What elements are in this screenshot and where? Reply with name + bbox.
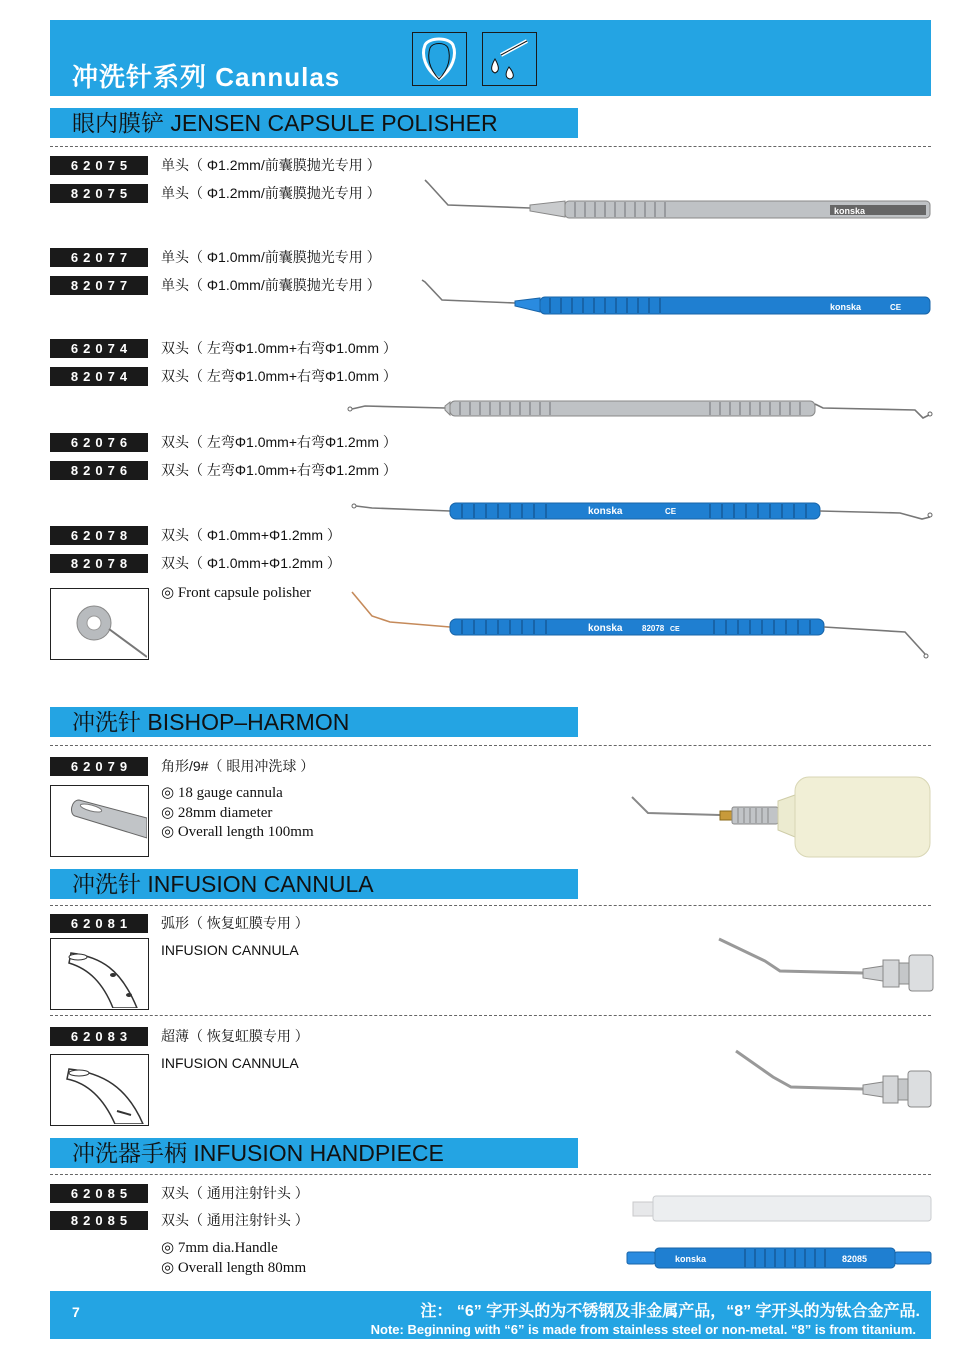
cannula-tip-thumbnail — [50, 785, 149, 857]
footer-note-cn: 注： “6” 字开头的为不锈钢及非金属产品，“8” 字开头的为钛合金产品. — [420, 1303, 920, 1320]
instrument-steel-double — [345, 390, 935, 425]
product-code: 62085 — [50, 1184, 148, 1203]
feature-note: ◎ 7mm dia.Handle — [161, 1240, 278, 1256]
handpiece-instruments — [625, 1190, 935, 1275]
product-desc: 双头（ 左弯Φ1.0mm+右弯Φ1.2mm ） — [161, 462, 397, 478]
product-code: 82074 — [50, 367, 148, 386]
product-code: 82078 — [50, 554, 148, 573]
product-code: 82075 — [50, 184, 148, 203]
instrument-steel-single — [420, 175, 932, 225]
product-code: 62075 — [50, 156, 148, 175]
product-desc: 双头（ Φ1.0mm+Φ1.2mm ） — [161, 527, 341, 543]
page-title: 冲洗针系列 Cannulas — [72, 62, 341, 92]
product-code: 62079 — [50, 757, 148, 776]
section-title-infusion-cannula: 冲洗针 INFUSION CANNULA — [50, 869, 578, 899]
divider — [50, 905, 931, 906]
ce-mark: CE — [670, 626, 680, 633]
feature-note: ◎ Front capsule polisher — [161, 585, 312, 601]
brand-logo: konska — [834, 206, 866, 216]
product-code: 62076 — [50, 433, 148, 452]
divider — [50, 146, 931, 147]
product-code: 62074 — [50, 339, 148, 358]
product-desc: 双头（ 左弯Φ1.0mm+右弯Φ1.2mm ） — [161, 434, 397, 450]
product-subtitle: INFUSION CANNULA — [161, 942, 299, 958]
divider — [50, 745, 931, 746]
page-number: 7 — [72, 1304, 80, 1320]
thin-cannula-thumbnail — [50, 1054, 149, 1126]
product-code: 82085 — [50, 1211, 148, 1230]
feature-note: ◎ 28mm diameter — [161, 804, 273, 821]
divider — [50, 1015, 931, 1016]
product-desc: 单头（ Φ1.2mm/前囊膜抛光专用 ） — [161, 185, 381, 201]
ce-mark: CE — [890, 303, 902, 312]
curved-cannula-thumbnail — [50, 938, 149, 1010]
brand-logo: konska — [675, 1254, 707, 1264]
feature-note: ◎ 18 gauge cannula — [161, 785, 283, 801]
product-code: 62077 — [50, 248, 148, 267]
product-code: 62081 — [50, 914, 148, 933]
product-desc: 双头（ 左弯Φ1.0mm+右弯Φ1.0mm ） — [161, 368, 397, 384]
product-code: 62083 — [50, 1027, 148, 1046]
brand-logo: konska — [588, 623, 623, 634]
section-title-handpiece: 冲洗器手柄 INFUSION HANDPIECE — [50, 1138, 578, 1168]
model-number: 82085 — [842, 1254, 868, 1264]
irrigation-drop-icon — [482, 32, 537, 86]
product-code: 82076 — [50, 461, 148, 480]
instrument-titanium-double-angled — [350, 590, 940, 665]
section-title-bishop: 冲洗针 BISHOP–HARMON — [50, 707, 578, 737]
cannula-loop-icon — [412, 32, 467, 86]
product-desc: 单头（ Φ1.2mm/前囊膜抛光专用 ） — [161, 157, 381, 173]
product-desc: 双头（ 通用注射针头 ） — [161, 1185, 309, 1201]
instrument-titanium-single — [420, 270, 932, 320]
product-desc: 单头（ Φ1.0mm/前囊膜抛光专用 ） — [161, 277, 381, 293]
product-desc: 双头（ Φ1.0mm+Φ1.2mm ） — [161, 555, 341, 571]
product-desc: 角形/9#（ 眼用冲洗球 ） — [161, 758, 315, 774]
product-desc: 双头（ 左弯Φ1.0mm+右弯Φ1.0mm ） — [161, 340, 397, 356]
section-title-jensen: 眼内膜铲 JENSEN CAPSULE POLISHER — [50, 108, 578, 138]
brand-logo: konska — [830, 302, 862, 312]
page-header — [50, 20, 931, 96]
ce-mark: CE — [665, 507, 677, 516]
footer-note-en: Note: Beginning with “6” is made from stainless steel or non-metal. “8” is from titanium. — [370, 1322, 916, 1337]
product-desc: 弧形（ 恢复虹膜专用 ） — [161, 915, 309, 931]
product-desc: 单头（ Φ1.0mm/前囊膜抛光专用 ） — [161, 249, 381, 265]
irrigation-bulb-instrument — [630, 775, 935, 860]
product-desc: 超薄（ 恢复虹膜专用 ） — [161, 1028, 309, 1044]
polisher-tip-thumbnail — [50, 588, 149, 660]
brand-logo: konska — [588, 506, 623, 517]
model-number: 82078 — [642, 624, 665, 633]
infusion-cannula-curved — [715, 933, 935, 993]
product-code: 62078 — [50, 526, 148, 545]
feature-note: ◎ Overall length 100mm — [161, 824, 314, 840]
product-code: 82077 — [50, 276, 148, 295]
infusion-cannula-thin — [733, 1047, 933, 1117]
product-desc: 双头（ 通用注射针头 ） — [161, 1212, 309, 1228]
feature-note: ◎ Overall length 80mm — [161, 1260, 307, 1276]
instrument-titanium-double — [350, 495, 935, 530]
product-subtitle: INFUSION CANNULA — [161, 1055, 299, 1071]
divider — [50, 1174, 931, 1175]
